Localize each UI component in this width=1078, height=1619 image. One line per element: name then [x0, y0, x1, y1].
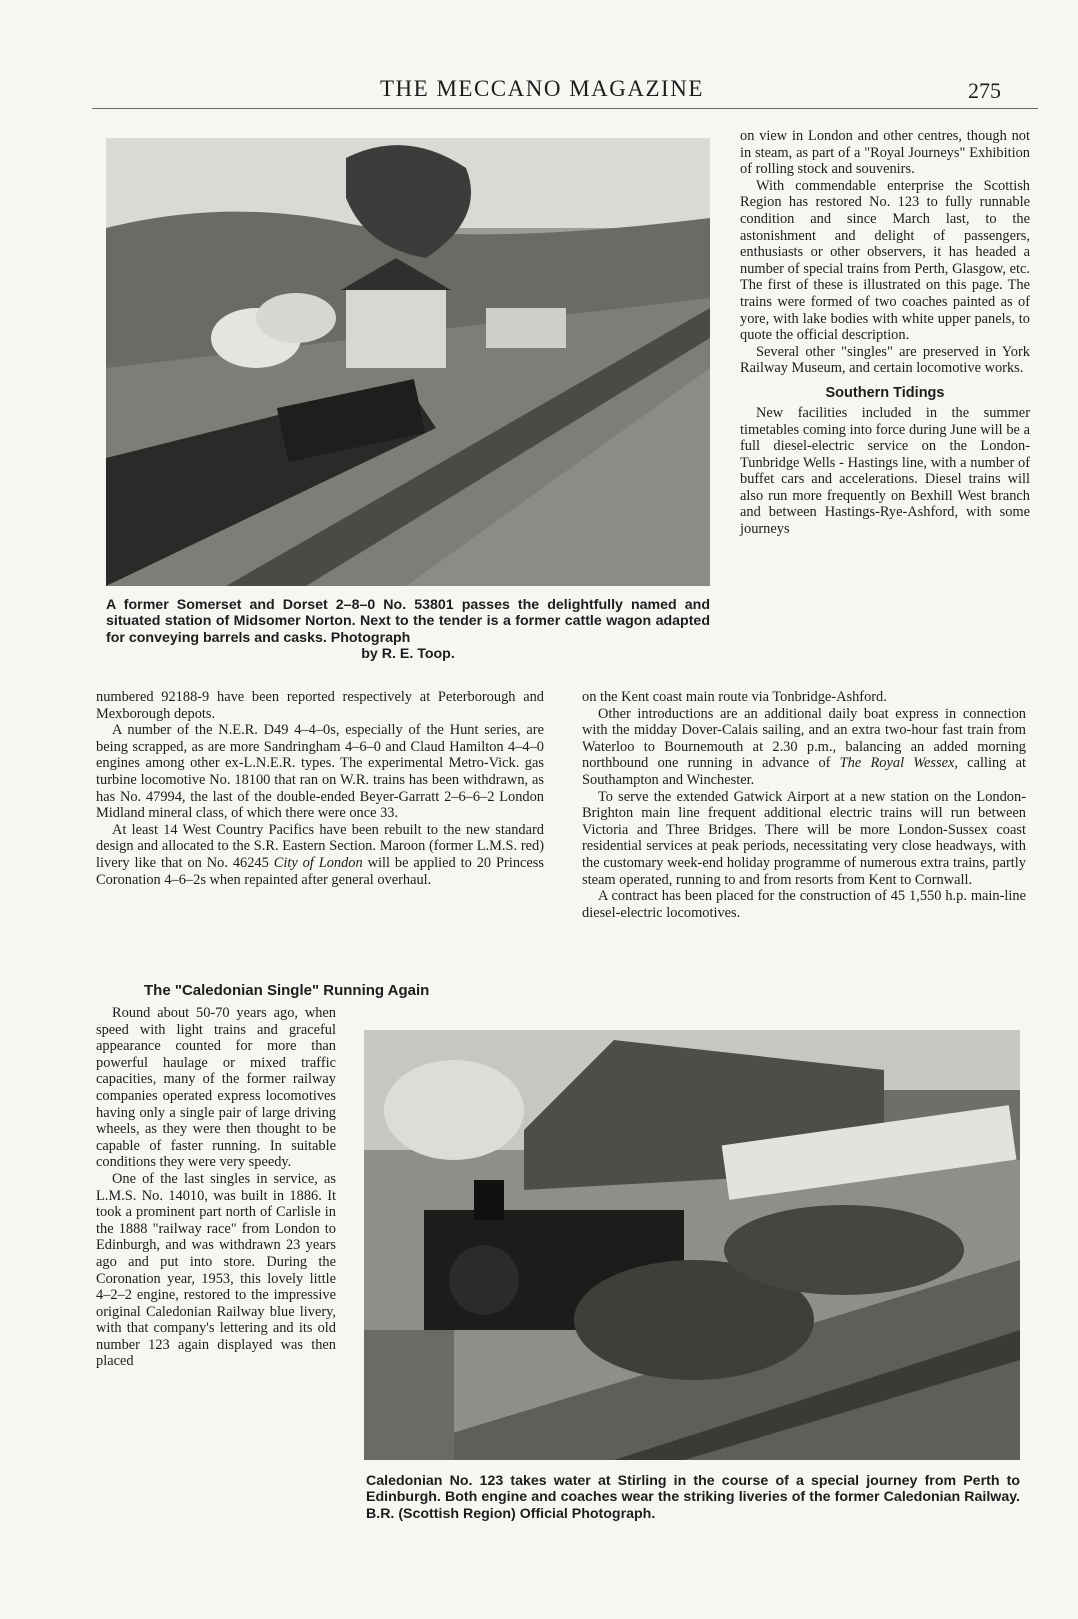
- train-name-royal-wessex: The Royal Wessex: [839, 755, 955, 772]
- photo-caledonian-123-stirling: [364, 1030, 1020, 1460]
- left-para-3-a: At least 14 West Country Pacifics have been rebuilt to the new standard design and allocated to the S.R. Eastern Section. Maroon (former L.M.S. red) livery like that on No. 46245: [96, 821, 544, 871]
- right-para-2: With commendable enterprise the Scottish Region has restored No. 123 to fully runnable condition and since March last, to the astonishment and delight of passengers, enthusiasts or other observers, it has headed a number of special trains from Perth, Glasgow, etc. The first of these is illustrated on this page. The trains were formed of two coaches painted as of yore, with lake bodies with white upper panels, to quote the official description.: [740, 177, 1030, 344]
- top-photo-caption-credit: by R. E. Toop.: [361, 645, 455, 662]
- left-column: [96, 689, 544, 888]
- caledonian-para-2: One of the last singles in service, as L.M.S. No. 14010, was built in 1886. It took a prominent part north of Carlisle in the 1888 "railway race" from London to Edinburgh, and was withdrawn 23 years ago and put into store. During the Coronation year, 1953, this lovely little 4–2–2 engine, restored to the impressive original Caledonian Railway blue livery, with that company's lettering and its old number 123 again displayed was then placed: [96, 1170, 336, 1370]
- left-para-2: A number of the N.E.R. D49 4–4–0s, especially of the Hunt series, are being scrapped, as are more Sandringham 4–6–0 and Claud Hamilton 4–4–0 engines among other ex-L.N.E.R. types. The experimental Metro-Vick. gas turbine locomotive No. 18100 that ran on W.R. trains has been withdrawn, as has No. 47994, the last of the double-ended Beyer-Garratt 2–6–6–2 London Midland mineral class, of which there were once 33.: [96, 722, 544, 822]
- magazine-title: THE MECCANO MAGAZINE: [380, 76, 704, 101]
- middle-column: [582, 689, 1026, 921]
- right-para-3: Several other "singles" are preserved in York Railway Museum, and certain locomotive works.: [740, 343, 1030, 377]
- middle-para-3: To serve the extended Gatwick Airport at a new station on the London-Brighton main line frequent additional electric trains will run between Victoria and Three Bridges. There will be more London-Sussex coast residential services at peak periods, necessitating very close headways, with the customary week-end holiday programme of numerous extra trains, partly steam operated, running to and from resorts from Kent to Cornwall.: [582, 788, 1026, 888]
- header-rule: [92, 108, 1038, 109]
- right-para-1: on view in London and other centres, though not in steam, as part of a "Royal Journeys" Exhibition of rolling stock and souvenirs.: [740, 128, 1030, 178]
- top-photo-caption: [106, 597, 710, 662]
- photo-midsomer-norton: [106, 138, 710, 586]
- middle-para-2-b: , calling at Southampton and Winchester.: [582, 755, 1026, 788]
- page-number: 275: [968, 78, 1001, 103]
- caledonian-heading: The "Caledonian Single" Running Again: [144, 982, 430, 999]
- locomotive-name-city-of-london: City of London: [273, 854, 363, 871]
- middle-para-2-a: Other introductions are an additional daily boat express in connection with the midday Dover-Calais sailing, and an extra two-hour fast train from Waterloo to Bournemouth at 2.30 p.m., balancing an added morning northbound one running in advance of: [582, 705, 1026, 772]
- top-photo-caption-text: A former Somerset and Dorset 2–8–0 No. 53801 passes the delightfully named and situated station of Midsomer Norton. Next to the tender is a former cattle wagon adapted for conveying barrels and casks. Photograph: [106, 597, 710, 646]
- left-para-1: numbered 92188-9 have been reported respectively at Peterborough and Mexborough depots.: [96, 689, 544, 722]
- left-para-3-b: will be applied to 20 Princess Coronation 4–6–2s when repainted after general overhaul.: [96, 854, 544, 888]
- right-para-4: New facilities included in the summer timetables coming into force during June will be a full diesel-electric service on the London-Tunbridge Wells - Hastings line, with a number of buffet cars and accelerations. Diesel trains will also run more frequently on Bexhill West branch and between Hastings-Rye-Ashford, with some journeys: [740, 404, 1030, 538]
- caledonian-column: [96, 1005, 336, 1370]
- southern-tidings-heading: Southern Tidings: [825, 384, 945, 401]
- middle-para-4: A contract has been placed for the construction of 45 1,550 h.p. main-line diesel-electric locomotives.: [582, 888, 1026, 921]
- middle-para-2: [582, 706, 1026, 789]
- bottom-photo-caption: Caledonian No. 123 takes water at Stirling in the course of a special journey from Perth to Edinburgh. Both engine and coaches wear the striking liveries of the former Caledonian Railway. B.R. (Scottish Region) Official Photograph.: [366, 1473, 1020, 1522]
- right-column: [740, 128, 1030, 538]
- caledonian-para-1: Round about 50-70 years ago, when speed with light trains and graceful appearance counted for more than powerful haulage or mixed traffic capacities, many of the former railway companies operated express locomotives having only a single pair of large driving wheels, as they were then thought to be capable of faster running. In suitable conditions they were very speedy.: [96, 1005, 336, 1171]
- left-para-3: [96, 822, 544, 888]
- middle-para-1: on the Kent coast main route via Tonbridge-Ashford.: [582, 689, 887, 705]
